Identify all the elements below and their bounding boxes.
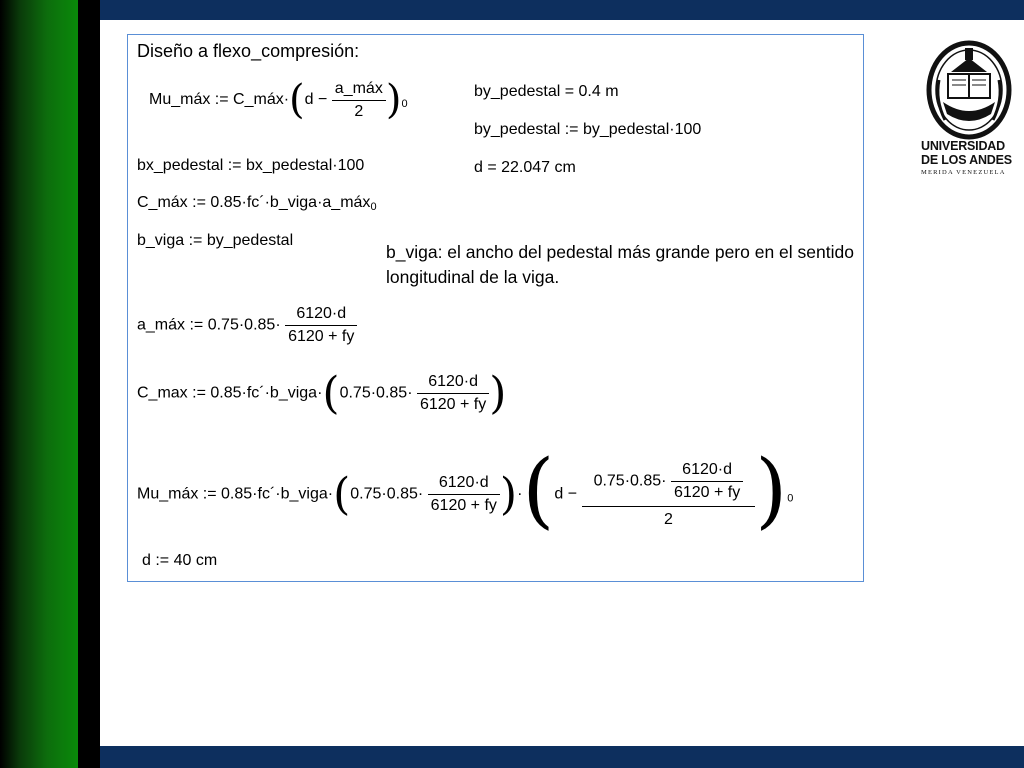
- equation-b-viga: b_viga := by_pedestal: [137, 232, 294, 249]
- compound-numerator: [582, 461, 756, 507]
- numerator: 6120·d: [417, 373, 489, 394]
- fraction: [285, 305, 357, 346]
- multiply-dot: ·: [517, 485, 523, 503]
- right-paren: ): [499, 469, 518, 520]
- coefficient: 0.75·0.85·: [350, 485, 424, 503]
- equation-bx-pedestal: bx_pedestal := bx_pedestal·100: [137, 157, 365, 174]
- worksheet-panel: [127, 34, 864, 582]
- equation-by-pedestal-value: by_pedestal = 0.4 m: [474, 83, 619, 100]
- equation-c-max-2: [137, 368, 506, 419]
- compound-denominator: 2: [663, 510, 673, 528]
- numerator: 6120·d: [428, 474, 500, 495]
- numerator: 6120·d: [285, 305, 357, 326]
- logo-line-2: DE LOS ANDES: [921, 153, 1012, 167]
- equation-by-pedestal-assign: by_pedestal := by_pedestal·100: [474, 121, 702, 138]
- left-paren: (: [322, 368, 340, 419]
- denominator: 6120 + fy: [430, 497, 497, 514]
- denominator: 6120 + fy: [673, 483, 741, 501]
- equation-d-result: d = 22.047 cm: [474, 159, 576, 176]
- coefficient: 0.75·0.85·: [339, 384, 413, 402]
- eq-cmax2-lhs: C_max := 0.85·fc´·b_viga·: [137, 384, 323, 402]
- denominator: 6120 + fy: [419, 396, 487, 413]
- subscript: 0: [401, 98, 408, 111]
- right-paren: ): [489, 368, 507, 419]
- numerator: a_máx: [332, 80, 386, 101]
- worksheet-title: Diseño a flexo_compresión:: [137, 41, 360, 61]
- big-left-paren: (: [522, 443, 555, 538]
- fraction: [671, 461, 743, 502]
- university-logo: [921, 40, 1017, 180]
- compound-fraction: [582, 461, 756, 529]
- subscript: 0: [370, 201, 377, 213]
- eq-mu2-lhs: Mu_máx := 0.85·fc´·b_viga·: [137, 485, 334, 503]
- fraction: [332, 80, 386, 121]
- logo-line-3: MERIDA VENEZUELA: [921, 169, 1006, 176]
- fraction: [428, 474, 500, 515]
- equation-mu-max-2: [137, 443, 794, 542]
- left-black-edge: [78, 0, 100, 768]
- equation-c-max-1: [137, 194, 377, 213]
- right-paren: ): [385, 77, 402, 123]
- denominator: 2: [354, 102, 364, 120]
- bottom-bar: [100, 746, 1024, 768]
- logo-line-1: UNIVERSIDAD: [921, 139, 1005, 153]
- left-gradient-band: [0, 0, 78, 768]
- denominator: 6120 + fy: [288, 328, 355, 345]
- coefficient: 0.75·0.85·: [593, 472, 667, 490]
- top-bar: [100, 0, 1024, 20]
- fraction: [417, 373, 489, 414]
- eq-amax-lhs: a_máx := 0.75·0.85·: [137, 316, 281, 334]
- numerator: 6120·d: [671, 461, 743, 482]
- eq-cmax1-text: C_máx := 0.85·fc´·b_viga·a_máx: [137, 194, 371, 211]
- equation-a-max: [137, 305, 357, 346]
- note-b-viga: b_viga: el ancho del pedestal más grande pero en el sentido longitudinal de la viga.: [386, 242, 854, 287]
- university-seal-icon: [921, 40, 1017, 140]
- big-right-paren: ): [755, 443, 788, 538]
- left-paren: (: [333, 469, 351, 520]
- eq-mu1-lhs: Mu_máx := C_máx·: [149, 91, 290, 109]
- left-paren: (: [289, 77, 305, 123]
- d-minus: d −: [554, 485, 578, 503]
- equation-d-final: d := 40 cm: [142, 552, 218, 569]
- eq-mu1-d: d −: [304, 91, 328, 109]
- equation-mu-max-1: [149, 77, 408, 123]
- subscript: 0: [787, 492, 794, 505]
